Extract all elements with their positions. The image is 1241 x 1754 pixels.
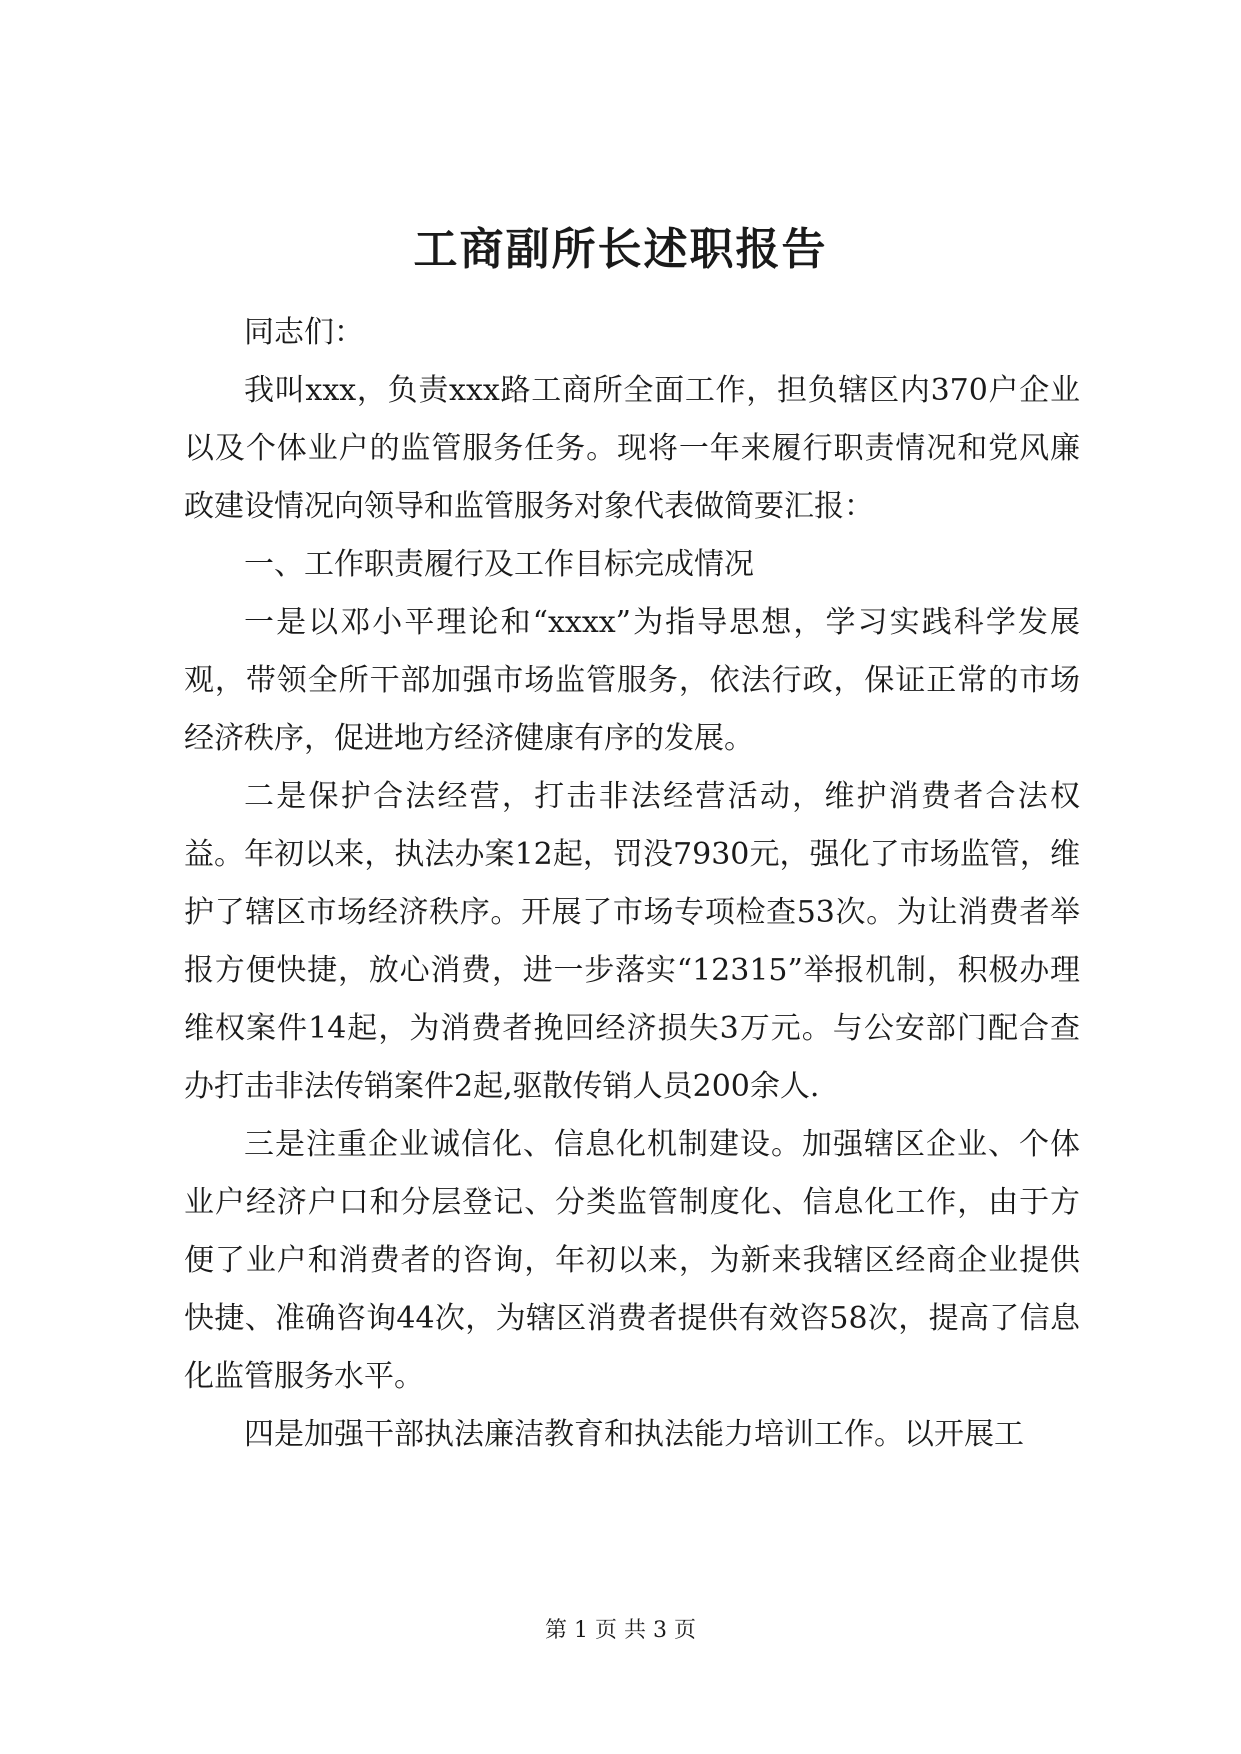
page-number-footer: 第 1 页 共 3 页 [545, 1618, 696, 1643]
document-title: 工商副所长述职报告 [413, 224, 828, 275]
paragraph-item-3: 三是注重企业诚信化、信息化机制建设。加强辖区企业、个体业户经济户口和分层登记、分类监管制度化、信息化工作，由于方便了业户和消费者的咨询，年初以来，为新来我辖区经商企业提供快捷、准确咨询44次，为辖区消费者提供有效咨58次，提高了信息化监管服务水平。 [184, 1127, 1080, 1394]
paragraph-item-4: 四是加强干部执法廉洁教育和执法能力培训工作。以开展工 [244, 1417, 1024, 1452]
paragraph-intro: 我叫xxx，负责xxx路工商所全面工作，担负辖区内370户企业以及个体业户的监管服务任务。现将一年来履行职责情况和党风廉政建设情况向领导和监管服务对象代表做简要汇报： [184, 373, 1080, 524]
paragraph-item-1: 一是以邓小平理论和“xxxx”为指导思想，学习实践科学发展观，带领全所干部加强市场监管服务，依法行政，保证正常的市场经济秩序，促进地方经济健康有序的发展。 [184, 605, 1080, 756]
paragraph-salutation: 同志们： [244, 315, 364, 350]
document-body [184, 304, 1080, 1464]
section-heading: 一、工作职责履行及工作目标完成情况 [244, 547, 754, 582]
paragraph-item-2: 二是保护合法经营，打击非法经营活动，维护消费者合法权益。年初以来，执法办案12起，罚没7930元，强化了市场监管，维护了辖区市场经济秩序。开展了市场专项检查53次。为让消费者举报方便快捷，放心消费，进一步落实“12315”举报机制，积极办理维权案件14起，为消费者挽回经济损失3万元。与公安部门配合查办打击非法传销案件2起,驱散传销人员200余人. [184, 779, 1080, 1104]
